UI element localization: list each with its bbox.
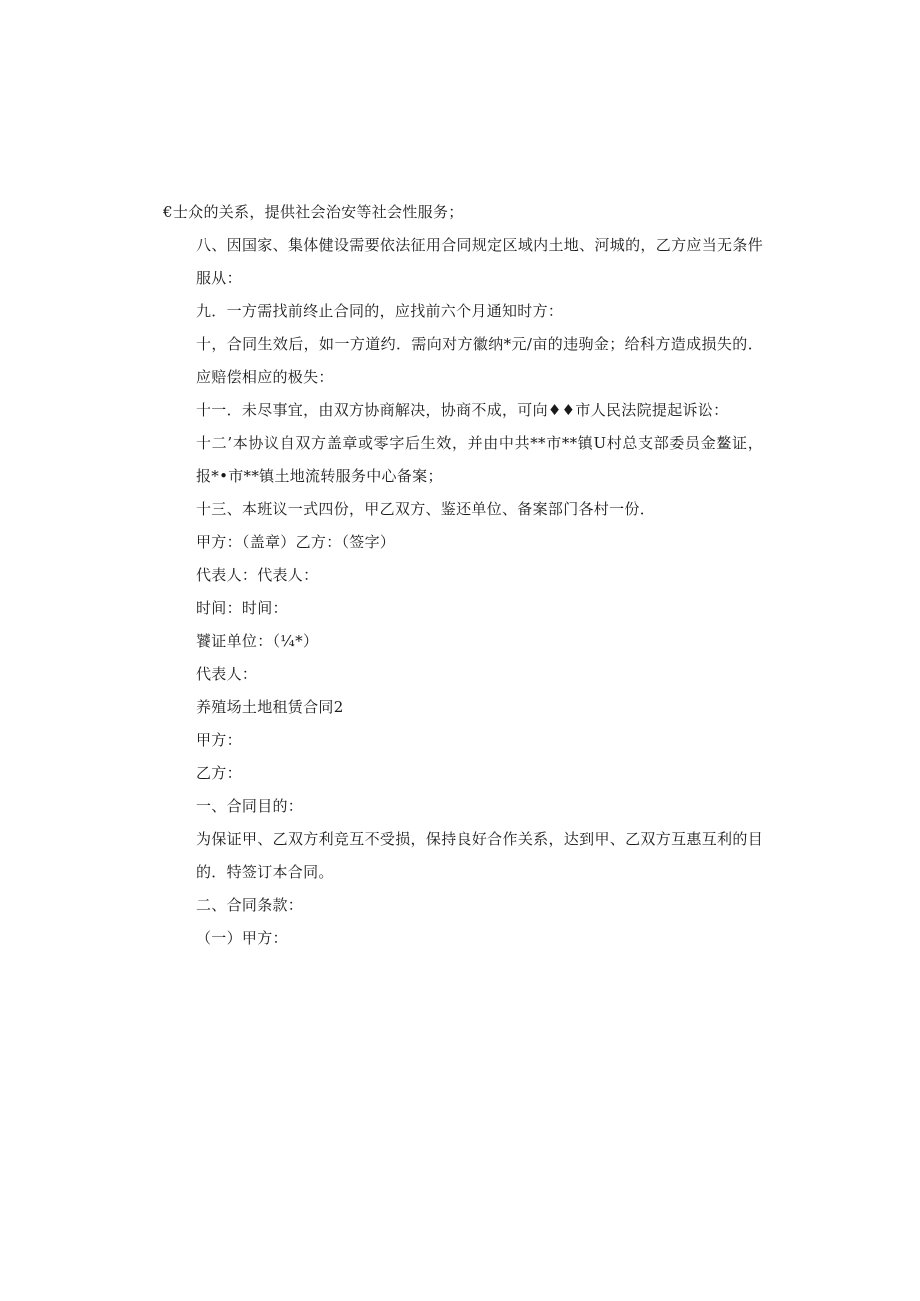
signature-time-line: 时间：时间： — [196, 599, 288, 617]
contract-2-party-b: 乙方： — [196, 764, 242, 782]
paragraph-clause-9: 九．一方需找前终止合同的，应找前六个月通知时方： — [196, 302, 564, 320]
paragraph-clause-10: 十，合同生效后，如一方道约．需向对方徽纳*元/亩的违驹金；给科方造成损失的．应赔偿相应的极失： — [196, 335, 763, 386]
signature-representative-line: 代表人：代表人： — [196, 566, 319, 584]
section-1-heading: 一、合同目的： — [196, 797, 304, 815]
paragraph-clause-7-continuation: €士众的关系，提供社会治安等社会性服务； — [163, 203, 464, 221]
witness-unit-line: 饕证单位：（¼*） — [196, 632, 319, 650]
section-2-subheading: （一）甲方： — [196, 929, 288, 947]
witness-representative-line: 代表人： — [196, 665, 258, 683]
paragraph-clause-8: 八、因国家、集体健设需要依法征用合同规定区域内土地、河城的，乙方应当无条件服从： — [196, 236, 763, 287]
section-2-heading: 二、合同条款： — [196, 896, 304, 914]
contract-2-title: 养殖场土地租赁合同2 — [196, 698, 344, 716]
section-1-body: 为保证甲、乙双方利竞互不受损，保持良好合作关系，达到甲、乙双方互惠互利的目的．特签订本合同。 — [196, 830, 763, 881]
paragraph-clause-13: 十三、本班议一式四份，甲乙双方、鉴还单位、备案部门各村一份． — [196, 500, 656, 518]
paragraph-clause-12: 十二’本协议自双方盖章或零字后生效，并由中共**市**镇U村总支部委员金鳌证，报*•市**镇土地流转服务中心备案； — [196, 434, 763, 485]
signature-party-line: 甲方：（盖章）乙方：（签字） — [196, 533, 396, 551]
document-body — [163, 196, 763, 955]
contract-2-party-a: 甲方： — [196, 731, 242, 749]
paragraph-clause-11: 十一．未尽事宜，由双方协商解决，协商不成，可向♦♦市人民法院提起诉讼： — [196, 401, 729, 419]
